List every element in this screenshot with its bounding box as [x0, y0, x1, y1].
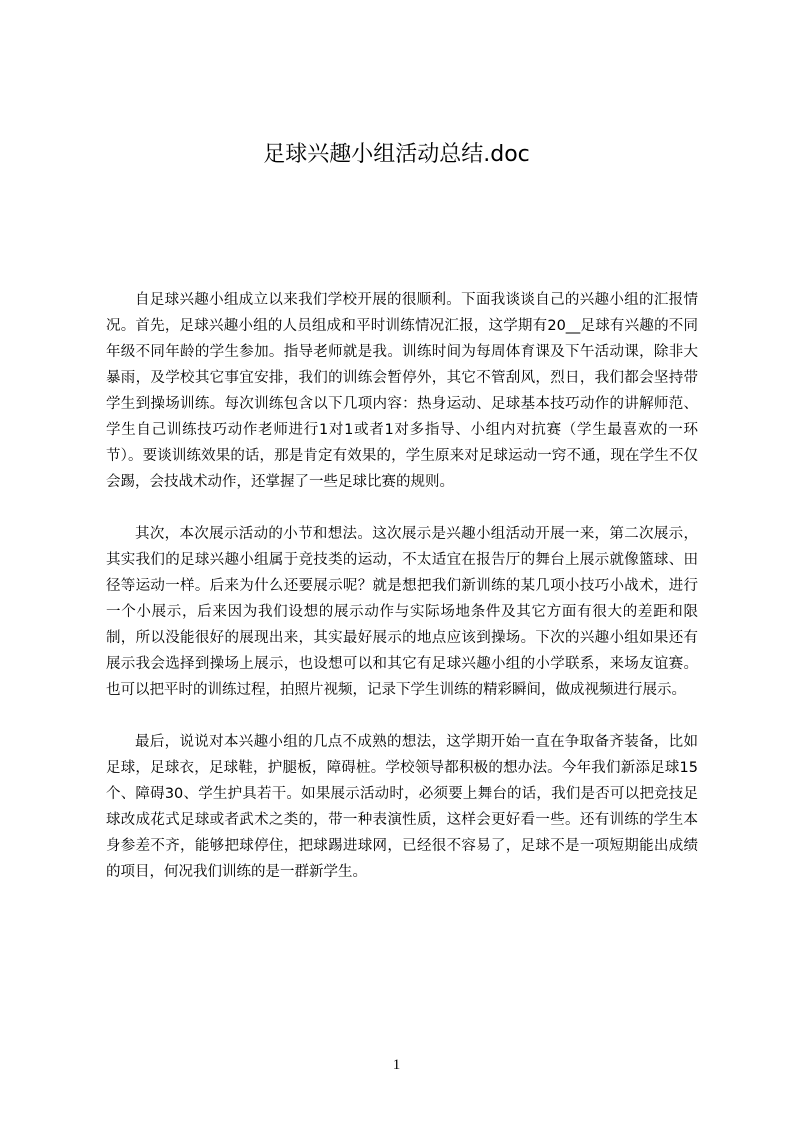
paragraph-2: 其次，本次展示活动的小节和想法。这次展示是兴趣小组活动开展一来，第二次展示，其实我们的足球兴趣小组属于竞技类的运动，不太适宜在报告厅的舞台上展示就像篮球、田径等运动一样。后来为什么还要展示呢？就是想把我们新训练的某几项小技巧小战术，进行一个小展示，后来因为我们设想的展示动作与实际场地条件及其它方面有很大的差距和限制，所以没能很好的展现出来，其实最好展示的地点应该到操场。下次的兴趣小组如果还有展示我会选择到操场上展示，也设想可以和其它有足球兴趣小组的小学联系，来场友谊赛。也可以把平时的训练过程，拍照片视频，记录下学生训练的精彩瞬间，做成视频进行展示。	[106, 526, 698, 698]
document-body	[106, 287, 698, 885]
paragraph-3: 最后，说说对本兴趣小组的几点不成熟的想法，这学期开始一直在争取备齐装备，比如足球，足球衣，足球鞋，护腿板，障碍桩。学校领导都积极的想办法。今年我们新添足球15个、障碍30、学生护具若干。如果展示活动时，必须要上舞台的话，我们是否可以把竞技足球改成花式足球或者武术之类的，带一种表演性质，这样会更好看一些。还有训练的学生本身参差不齐，能够把球停住，把球踢进球网，已经很不容易了，足球不是一项短期能出成绩的项目，何况我们训练的是一群新学生。	[106, 734, 698, 880]
paragraph-1: 自足球兴趣小组成立以来我们学校开展的很顺利。下面我谈谈自己的兴趣小组的汇报情况。首先，足球兴趣小组的人员组成和平时训练情况汇报，这学期有20__足球有兴趣的不同年级不同年龄的学生参加。指导老师就是我。训练时间为每周体育课及下午活动课，除非大暴雨，及学校其它事宜安排，我们的训练会暂停外，其它不管刮风，烈日，我们都会坚持带学生到操场训练。每次训练包含以下几项内容：热身运动、足球基本技巧动作的讲解师范、学生自己训练技巧动作老师进行1对1或者1对多指导、小组内对抗赛（学生最喜欢的一环节）。要谈训练效果的话，那是肯定有效果的，学生原来对足球运动一窍不通，现在学生不仅会踢，会技战术动作，还掌握了一些足球比赛的规则。	[106, 292, 698, 490]
page-number: 1	[392, 1057, 401, 1073]
document-title: 足球兴趣小组活动总结.doc	[263, 142, 530, 167]
